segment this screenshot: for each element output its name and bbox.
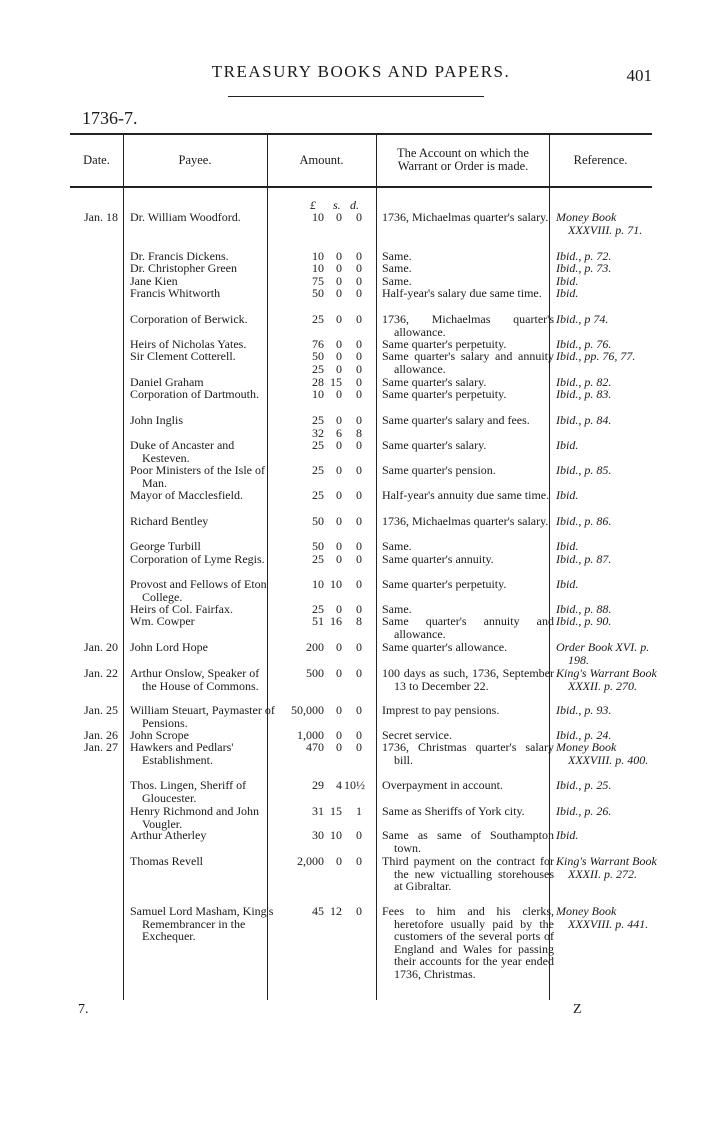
amount-pence: 0	[356, 413, 362, 427]
row-reference: Ibid., p. 73.	[556, 261, 612, 275]
amount-pence: 0	[356, 602, 362, 616]
row-reference: King's Warrant Book XXXII. p. 272.	[556, 854, 657, 881]
row-account: Same.	[382, 539, 412, 553]
row-reference: Ibid.	[556, 577, 579, 591]
amount-pence: 0	[356, 463, 362, 477]
amount-shillings: 0	[336, 463, 342, 477]
amount-shillings: 0	[336, 337, 342, 351]
row-reference: Money Book XXXVIII. p. 441.	[556, 904, 649, 931]
row-reference: Ibid., p. 25.	[556, 778, 612, 792]
row-payee: Henry Richmond and John Vougler.	[130, 804, 259, 831]
header-payee: Payee.	[178, 152, 212, 167]
amount-pounds: 76	[312, 337, 324, 351]
row-payee: Heirs of Nicholas Yates.	[130, 337, 247, 351]
amount-pence: 0	[356, 210, 362, 224]
row-account: 100 days as such, 1736, September 13 to December 22.	[382, 666, 554, 693]
header-date: Date.	[83, 152, 110, 167]
row-payee: Corporation of Berwick.	[130, 312, 248, 326]
amount-pence: 0	[356, 361, 362, 376]
amount-shillings: 0	[336, 261, 342, 275]
amount-pounds: 45	[312, 904, 324, 918]
amount-pence: 0	[356, 539, 362, 553]
row-account: Same quarter's perpetuity.	[382, 577, 507, 591]
amount-pounds: 10	[312, 261, 324, 275]
row-account: 1736, Michaelmas quarter's allowance.	[382, 312, 554, 339]
year-heading: 1736-7.	[82, 108, 138, 128]
amount-shillings: 6	[336, 425, 342, 440]
row-reference: Ibid., p. 83.	[556, 387, 612, 401]
row-reference: Ibid., p. 90.	[556, 614, 612, 628]
row-payee: John Lord Hope	[130, 640, 208, 654]
amount-pounds: 25	[312, 361, 324, 376]
amount-shillings: 10	[330, 828, 342, 842]
amount-shillings: 4	[336, 778, 342, 792]
row-reference: Money Book XXXVIII. p. 400.	[556, 740, 649, 767]
amount-pence: 1	[356, 804, 362, 818]
row-account: Half-year's annuity due same time.	[382, 488, 550, 502]
row-payee: Arthur Atherley	[130, 828, 207, 842]
row-account: Overpayment in account.	[382, 778, 503, 792]
amount-pence: 0	[356, 349, 362, 363]
amount-shillings: 0	[336, 438, 342, 452]
table-header-rule	[70, 186, 652, 188]
amount-pounds: 10	[312, 387, 324, 401]
row-payee: Jane Kien	[130, 274, 178, 288]
row-reference: Ibid.	[556, 438, 579, 452]
row-payee: Samuel Lord Masham, King's Remembrancer in the Exchequer.	[130, 904, 274, 943]
row-account: Same.	[382, 274, 412, 288]
amount-pence: 8	[356, 425, 362, 440]
amount-pence: 0	[356, 640, 362, 654]
amount-pence: 0	[356, 274, 362, 288]
row-account: Imprest to pay pensions.	[382, 703, 500, 717]
amount-pounds: 10	[312, 577, 324, 591]
amount-pounds: 50	[312, 539, 324, 553]
row-payee: Wm. Cowper	[130, 614, 195, 628]
header-rule	[228, 96, 484, 97]
row-payee: John Scrope	[130, 728, 189, 742]
signature-mark-right: Z	[573, 1002, 582, 1017]
amount-shillings: 0	[336, 740, 342, 754]
amount-shillings: 0	[336, 312, 342, 326]
row-reference: Ibid., p. 82.	[556, 375, 612, 389]
amount-pence: 0	[356, 854, 362, 868]
row-reference: Ibid.	[556, 286, 579, 300]
amount-pence: 0	[356, 828, 362, 842]
row-account: 1736, Michaelmas quarter's salary.	[382, 514, 549, 528]
running-head: TREASURY BOOKS AND PAPERS.	[211, 62, 511, 81]
row-account: Same quarter's allowance.	[382, 640, 508, 654]
amount-pounds: 50	[312, 514, 324, 528]
amount-pence: 0	[356, 703, 362, 717]
amount-pounds: 51	[312, 614, 324, 628]
amount-pounds: 25	[312, 602, 324, 616]
amount-pounds: 30	[312, 828, 324, 842]
row-account: Same as Sheriffs of York city.	[382, 804, 525, 818]
row-account: Same quarter's salary.	[382, 375, 487, 389]
amount-shillings: 0	[336, 854, 342, 868]
amount-pence: 0	[356, 387, 362, 401]
row-account: Same quarter's annuity.	[382, 552, 494, 566]
amount-pence: 0	[356, 904, 362, 918]
amount-pounds: 25	[312, 312, 324, 326]
amount-pounds: 500	[306, 666, 324, 680]
row-date: Jan. 22	[84, 666, 118, 680]
row-reference: Ibid., p. 24.	[556, 728, 612, 742]
amount-shillings: 0	[336, 387, 342, 401]
amount-pounds: 25	[312, 438, 324, 452]
row-payee: Arthur Onslow, Speaker of the House of Commons.	[130, 666, 260, 693]
row-date: Jan. 20	[84, 640, 118, 654]
amount-pounds: 200	[306, 640, 324, 654]
amount-pence: 0	[356, 286, 362, 300]
row-payee: William Steuart, Paymaster of Pensions.	[130, 703, 275, 730]
row-date: Jan. 27	[84, 740, 118, 754]
row-payee: Thos. Lingen, Sheriff of Gloucester.	[130, 778, 247, 805]
column-divider	[376, 134, 377, 1000]
amount-pence: 0	[356, 728, 362, 742]
row-reference: Ibid.	[556, 274, 579, 288]
row-account: Half-year's salary due same time.	[382, 286, 542, 300]
pounds-symbol: £	[310, 198, 316, 212]
amount-shillings: 0	[336, 349, 342, 363]
row-reference: Money Book XXXVIII. p. 71.	[556, 210, 643, 237]
amount-pounds: 470	[306, 740, 324, 754]
amount-shillings: 0	[336, 210, 342, 224]
row-payee: John Inglis	[130, 413, 184, 427]
row-account: Same.	[382, 249, 412, 263]
amount-shillings: 0	[336, 488, 342, 502]
amount-pence: 0	[356, 337, 362, 351]
row-account: Third payment on the contract for the new victualling storehouses at Gibraltar.	[382, 854, 554, 893]
amount-pounds: 50	[312, 349, 324, 363]
amount-shillings: 12	[330, 904, 342, 918]
amount-shillings: 15	[330, 804, 342, 818]
amount-shillings: 0	[336, 286, 342, 300]
amount-shillings: 0	[336, 552, 342, 566]
row-payee: Poor Ministers of the Isle of Man.	[130, 463, 265, 490]
row-payee: Sir Clement Cotterell.	[130, 349, 236, 363]
shillings-symbol: s.	[333, 198, 341, 212]
row-payee: Dr. Christopher Green	[130, 261, 237, 275]
amount-shillings: 0	[336, 703, 342, 717]
row-account: Same.	[382, 261, 412, 275]
row-payee: Mayor of Macclesfield.	[130, 488, 243, 502]
row-payee: Daniel Graham	[130, 375, 204, 389]
amount-pounds: 50,000	[291, 703, 324, 717]
amount-shillings: 0	[336, 361, 342, 376]
row-account: Same quarter's pension.	[382, 463, 496, 477]
row-reference: Ibid., p. 88.	[556, 602, 612, 616]
amount-pence: 0	[356, 261, 362, 275]
row-reference: Ibid., p 74.	[556, 312, 609, 326]
amount-pounds: 25	[312, 552, 324, 566]
amount-pounds: 25	[312, 488, 324, 502]
column-divider	[123, 134, 124, 1000]
amount-shillings: 0	[336, 514, 342, 528]
row-payee: Corporation of Lyme Regis.	[130, 552, 265, 566]
row-payee: Heirs of Col. Fairfax.	[130, 602, 233, 616]
amount-pounds: 75	[312, 274, 324, 288]
amount-pence: 10½	[344, 778, 365, 792]
amount-pounds: 25	[312, 413, 324, 427]
row-reference: King's Warrant Book XXXII. p. 270.	[556, 666, 657, 693]
page-number: 401	[626, 66, 652, 85]
row-reference: Ibid.	[556, 488, 579, 502]
row-date: Jan. 26	[84, 728, 118, 742]
amount-pounds: 1,000	[297, 728, 324, 742]
row-account: 1736, Christmas quarter's salary bill.	[382, 740, 554, 767]
amount-pence: 0	[356, 312, 362, 326]
header-amount: Amount.	[299, 152, 344, 167]
amount-pence: 0	[356, 375, 362, 389]
amount-shillings: 16	[330, 614, 342, 628]
amount-pounds: 25	[312, 463, 324, 477]
row-payee: Thomas Revell	[130, 854, 203, 868]
row-reference: Ibid., p. 85.	[556, 463, 612, 477]
amount-shillings: 0	[336, 666, 342, 680]
row-reference: Ibid., p. 72.	[556, 249, 612, 263]
row-account: 1736, Michaelmas quarter's salary.	[382, 210, 549, 224]
row-account: Same quarter's perpetuity.	[382, 387, 507, 401]
amount-pence: 0	[356, 249, 362, 263]
row-payee: Richard Bentley	[130, 514, 209, 528]
amount-pence: 0	[356, 666, 362, 680]
amount-pounds: 2,000	[297, 854, 324, 868]
row-account: Same quarter's salary.	[382, 438, 487, 452]
row-account: Same quarter's perpetuity.	[382, 337, 507, 351]
amount-pounds: 10	[312, 249, 324, 263]
row-payee: Hawkers and Pedlars' Establishment.	[130, 740, 234, 767]
amount-shillings: 0	[336, 640, 342, 654]
row-payee: Duke of Ancaster and Kesteven.	[130, 438, 235, 465]
row-payee: Corporation of Dartmouth.	[130, 387, 259, 401]
amount-pence: 0	[356, 577, 362, 591]
amount-pence: 0	[356, 514, 362, 528]
row-reference: Ibid., pp. 76, 77.	[556, 349, 636, 363]
row-reference: Ibid., p. 84.	[556, 413, 612, 427]
amount-pounds: 10	[312, 210, 324, 224]
row-reference: Order Book XVI. p. 198.	[556, 640, 650, 667]
amount-pounds: 32	[312, 425, 324, 440]
amount-pence: 0	[356, 438, 362, 452]
row-reference: Ibid., p. 93.	[556, 703, 612, 717]
row-account: Fees to him and his clerks, heretofore usually paid by the customers of the several ports of England and Wales for passing their accounts for the year ended 1736, Christmas.	[382, 904, 554, 981]
row-payee: Dr. William Woodford.	[130, 210, 241, 224]
amount-pence: 0	[356, 488, 362, 502]
row-account: Same quarter's annuity and allowance.	[382, 614, 554, 641]
amount-shillings: 15	[330, 375, 342, 389]
row-account: Same.	[382, 602, 412, 616]
amount-shillings: 10	[330, 577, 342, 591]
amount-pence: 0	[356, 740, 362, 754]
pence-symbol: d.	[350, 198, 359, 212]
row-account: Secret service.	[382, 728, 452, 742]
row-reference: Ibid., p. 26.	[556, 804, 612, 818]
row-date: Jan. 25	[84, 703, 118, 717]
row-payee: Dr. Francis Dickens.	[130, 249, 229, 263]
header-reference: Reference.	[573, 152, 628, 167]
amount-shillings: 0	[336, 413, 342, 427]
amount-pounds: 29	[312, 778, 324, 792]
row-reference: Ibid.	[556, 539, 579, 553]
row-reference: Ibid.	[556, 828, 579, 842]
row-account: Same quarter's salary and fees.	[382, 413, 530, 427]
amount-pounds: 31	[312, 804, 324, 818]
signature-mark-left: 7.	[78, 1002, 89, 1017]
row-reference: Ibid., p. 76.	[556, 337, 612, 351]
amount-shillings: 0	[336, 249, 342, 263]
row-account: Same as same of Southampton town.	[382, 828, 554, 855]
amount-shillings: 0	[336, 539, 342, 553]
amount-pounds: 28	[312, 375, 324, 389]
row-reference: Ibid., p. 87.	[556, 552, 612, 566]
amount-shillings: 0	[336, 274, 342, 288]
row-reference: Ibid., p. 86.	[556, 514, 612, 528]
row-payee: Francis Whitworth	[130, 286, 221, 300]
row-payee: George Turbill	[130, 539, 201, 553]
row-payee: Provost and Fellows of Eton College.	[130, 577, 267, 604]
row-date: Jan. 18	[84, 210, 118, 224]
amount-pence: 0	[356, 552, 362, 566]
amount-shillings: 0	[336, 728, 342, 742]
amount-shillings: 0	[336, 602, 342, 616]
amount-pounds: 50	[312, 286, 324, 300]
amount-pence: 8	[356, 614, 362, 628]
row-account: Same quarter's salary and annuity allowance.	[382, 349, 554, 376]
header-account: The Account on which the Warrant or Order is made.	[397, 146, 529, 173]
